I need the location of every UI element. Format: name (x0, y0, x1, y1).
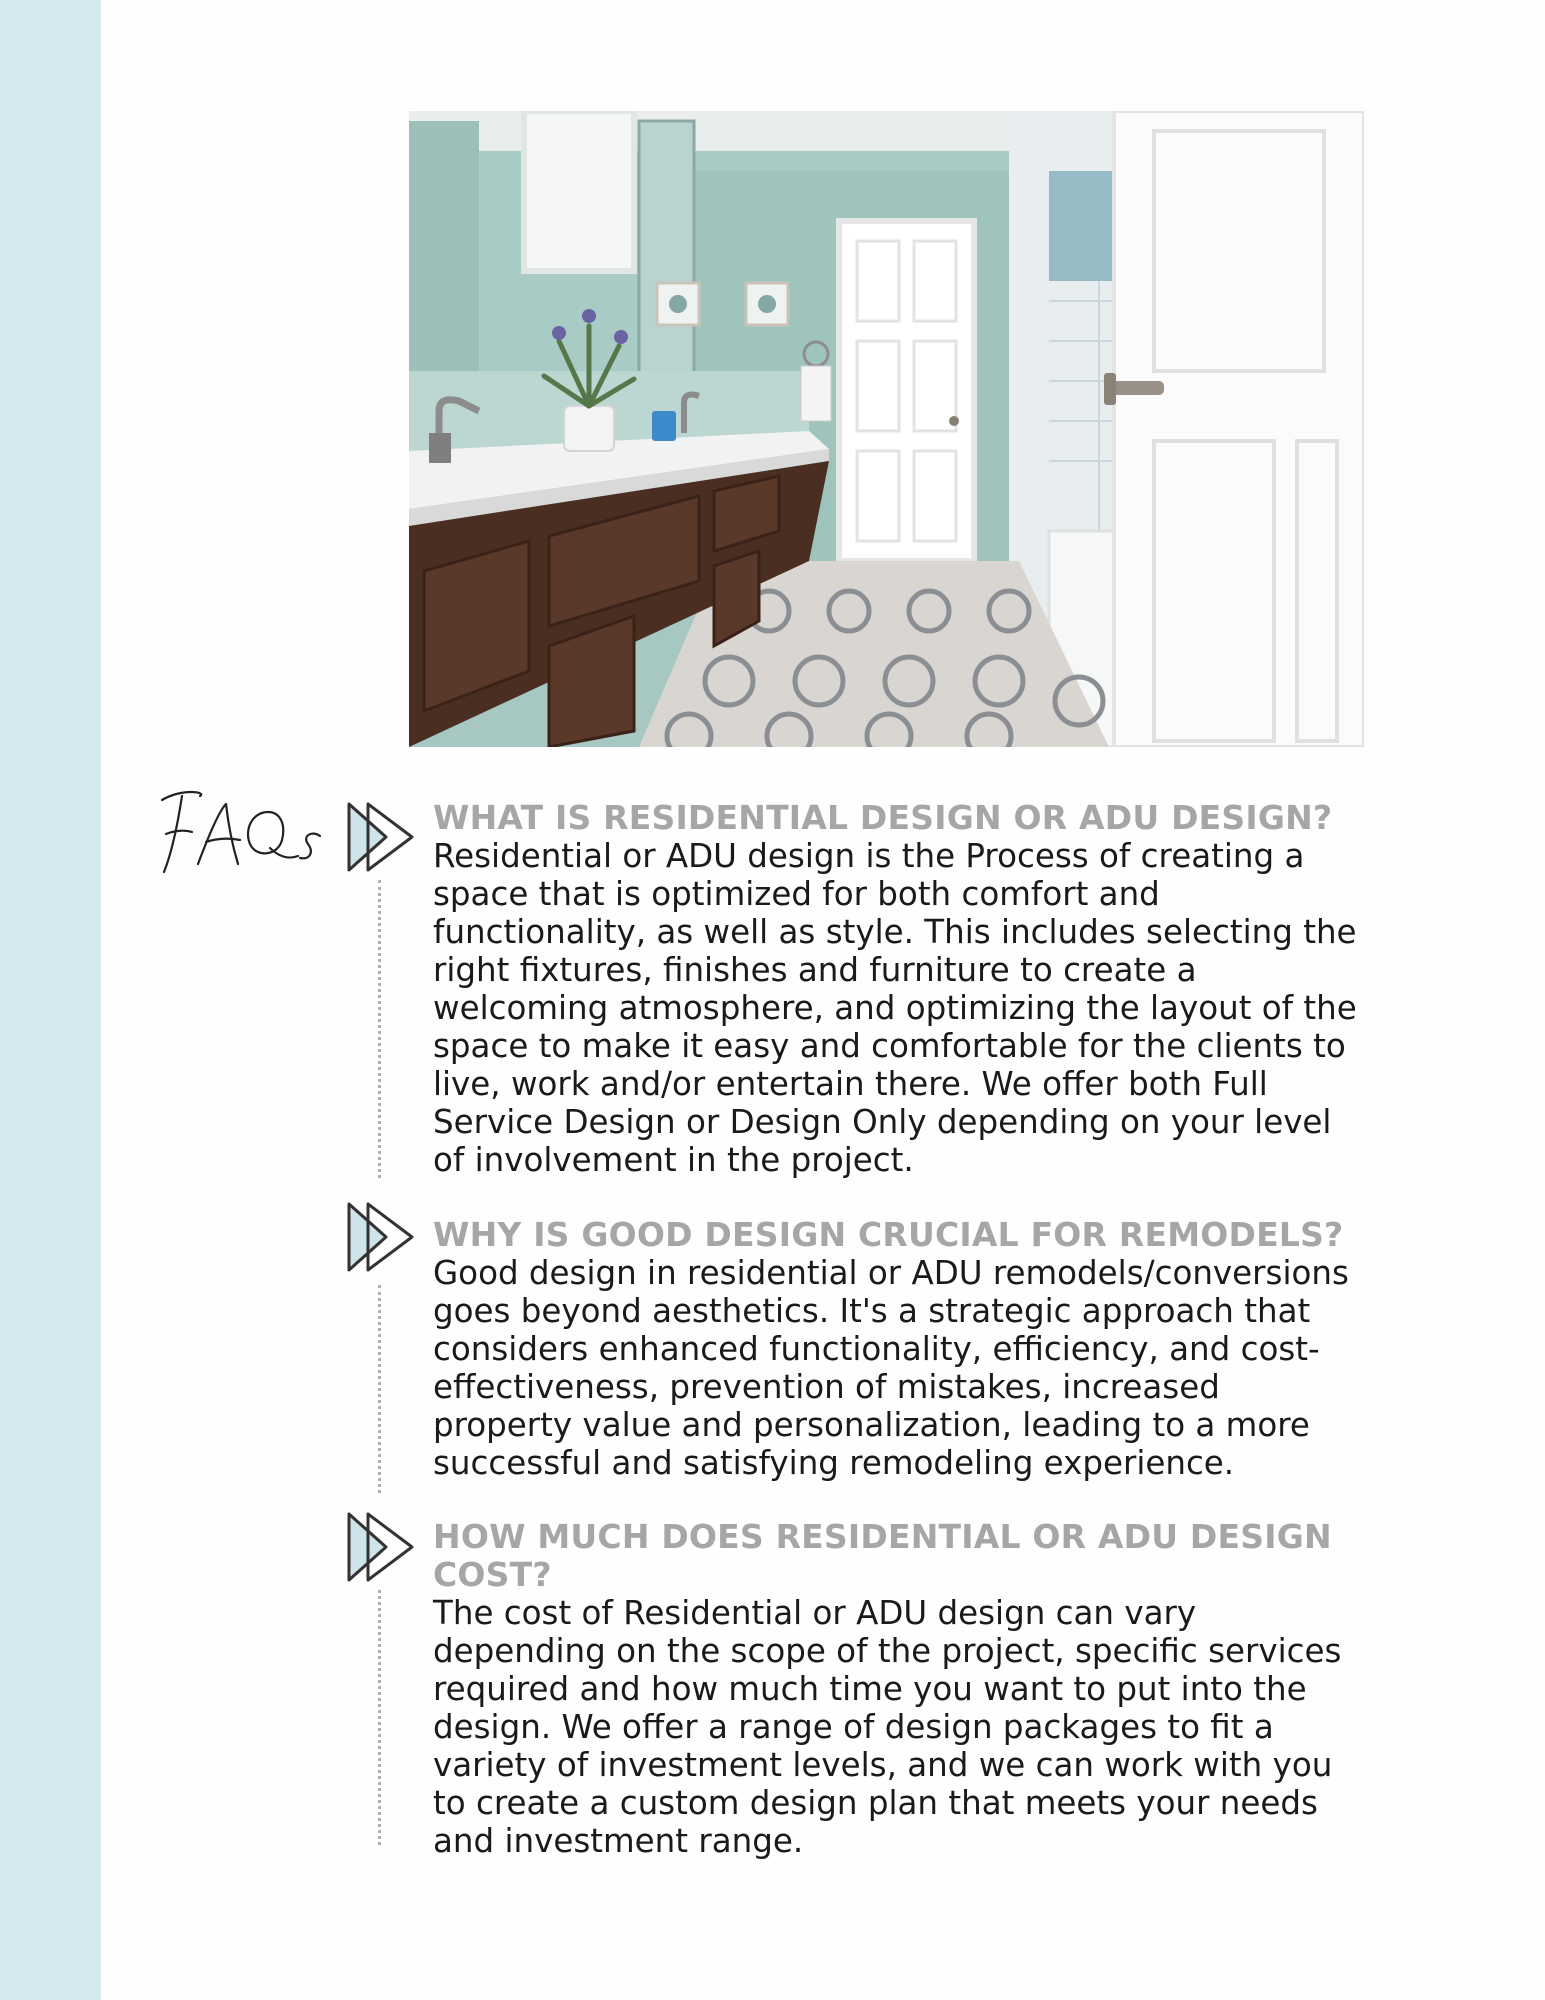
double-triangle-arrow-icon (346, 1200, 418, 1274)
faq-question: WHY IS GOOD DESIGN CRUCIAL FOR REMODELS? (433, 1215, 1344, 1254)
faq-question: WHAT IS RESIDENTIAL DESIGN OR ADU DESIGN? (433, 798, 1333, 837)
faq-item (433, 1216, 1363, 1482)
side-color-band (0, 0, 101, 2000)
bathroom-photo (409, 111, 1364, 747)
faq-answer: Good design in residential or ADU remodels/conversions goes beyond aesthetics. It's a strategic approach that considers enhanced functionality, efficiency, and cost-effectiveness, prevention of mistakes, increased property value and personalization, leading to a more successful and satisfying remodeling experience. (433, 1254, 1349, 1482)
faq-question: HOW MUCH DOES RESIDENTIAL OR ADU DESIGN COST? (433, 1517, 1332, 1594)
faq-answer: Residential or ADU design is the Process of creating a space that is optimized for both comfort and functionality, as well as style. This includes selecting the right fixtures, finishes and furniture to create a welcoming atmosphere, and optimizing the layout of the space to make it easy and comfortable for the clients to live, work and/or entertain there. We offer both Full Service Design or Design Only depending on your level of involvement in the project. (433, 837, 1357, 1179)
faq-item (433, 799, 1363, 1179)
faq-item (433, 1518, 1363, 1860)
faqs-script-logo (152, 782, 332, 882)
faq-answer: The cost of Residential or ADU design can vary depending on the scope of the project, specific services required and how much time you want to put into the design. We offer a range of design packages to fit a variety of investment levels, and we can work with you to create a custom design plan that meets your needs and investment range. (433, 1594, 1342, 1860)
dotted-divider (378, 1285, 381, 1493)
dotted-divider (378, 1590, 381, 1845)
dotted-divider (378, 880, 381, 1178)
double-triangle-arrow-icon (346, 1510, 418, 1584)
double-triangle-arrow-icon (346, 800, 418, 874)
